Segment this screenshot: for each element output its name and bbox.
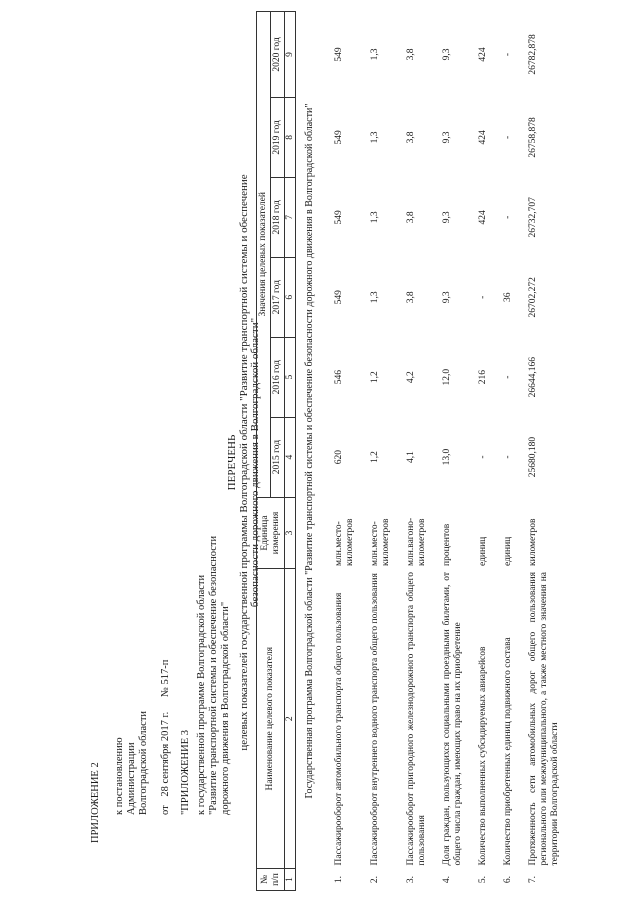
- col-header-year: 2015 год: [271, 417, 285, 497]
- row-value: 549: [334, 210, 344, 225]
- col-header-name: Наименование целевого показателя: [257, 569, 285, 869]
- row-value: 36: [503, 292, 513, 302]
- row-value: 1,3: [370, 131, 380, 144]
- row-number: 1.: [334, 875, 344, 884]
- row-value: 3,8: [406, 211, 416, 224]
- col-number: 8: [285, 97, 296, 177]
- row-value: -: [503, 52, 513, 57]
- row-value: 3,8: [406, 48, 416, 61]
- row-name: Пассажирооборот пригородного железнодорожного транспорта общего пользования: [406, 572, 427, 866]
- row-name: Пассажирооборот внутреннего водного транспорта общего пользования: [370, 573, 380, 866]
- program-row: Государственная программа Волгоградской области "Развитие транспортной системы и обеспечение безопасности дорожного движения в Волгоградской области": [304, 103, 315, 799]
- header-line-2: Администрации: [126, 742, 137, 815]
- targets-table: [256, 11, 565, 891]
- table-row: [518, 12, 565, 891]
- row-number: 5.: [478, 875, 488, 884]
- col-number: 6: [285, 257, 296, 337]
- header-line-3: Волгоградской области: [138, 710, 149, 815]
- appendix-2-label: ПРИЛОЖЕНИЕ 2: [90, 762, 101, 843]
- col-number: 1: [285, 869, 296, 891]
- table-row: [468, 12, 493, 891]
- row-unit: единиц: [503, 536, 513, 566]
- col-header-year: 2018 год: [271, 177, 285, 257]
- program-reference-line-1: к государственной программе Волгоградской области: [196, 574, 207, 815]
- row-name: Количество выполненных субсидируемых авиарейсов: [478, 646, 488, 866]
- table-row: [360, 12, 396, 891]
- row-value: 12,0: [442, 368, 452, 386]
- col-header-values-group: Значения целевых показателей: [257, 12, 271, 498]
- row-value: 546: [334, 370, 344, 385]
- row-value: 26758,878: [528, 117, 538, 158]
- col-number: 4: [285, 417, 296, 497]
- row-value: -: [478, 455, 488, 459]
- col-number: 5: [285, 337, 296, 417]
- col-header-year: 2016 год: [271, 337, 285, 417]
- row-value: 424: [478, 210, 488, 225]
- row-number: 4.: [442, 875, 452, 884]
- row-value: 216: [478, 370, 488, 385]
- row-value: 9,3: [442, 48, 452, 61]
- col-number: 9: [285, 12, 296, 98]
- row-value: -: [503, 455, 513, 459]
- row-value: 1,2: [370, 451, 380, 464]
- row-unit: млн.место-километров: [370, 518, 391, 566]
- table-body: [296, 12, 566, 891]
- row-value: 1,2: [370, 371, 380, 384]
- row-value: -: [478, 295, 488, 299]
- document-heading: ПЕРЕЧЕНЬ: [226, 434, 238, 491]
- row-value: 4,1: [406, 451, 416, 464]
- row-value: 1,3: [370, 211, 380, 224]
- decree-number: № 517-п: [160, 659, 171, 698]
- row-value: 3,8: [406, 131, 416, 144]
- table-row: [396, 12, 432, 891]
- row-number: 3.: [406, 875, 416, 884]
- col-number: 3: [285, 497, 296, 569]
- row-value: 4,2: [406, 371, 416, 384]
- row-value: 13,0: [442, 448, 452, 466]
- decree-date: 28 сентября 2017 г.: [160, 711, 171, 797]
- row-unit: млн.вагоно-километров: [406, 517, 427, 566]
- table-row: [493, 12, 518, 891]
- row-name: Пассажирооборот автомобильного транспорта общего пользования: [334, 592, 344, 866]
- row-number: 7.: [528, 875, 538, 884]
- document-title-line-2: безопасности дорожного движения в Волгоградской области": [249, 317, 261, 608]
- row-unit: единиц: [478, 536, 488, 566]
- row-value: 3,8: [406, 291, 416, 304]
- row-value: 424: [478, 47, 488, 62]
- row-unit: процентов: [442, 523, 452, 566]
- col-header-year: 2019 год: [271, 97, 285, 177]
- row-value: 25680,180: [528, 436, 538, 478]
- program-reference-line-2: "Развитие транспортной системы и обеспечение безопасности: [208, 535, 219, 815]
- row-unit: километров: [528, 518, 538, 566]
- document-title-line-1: целевых показателей государственной программы Волгоградской области "Развитие транспортной системы и обеспечение: [238, 174, 250, 751]
- col-header-year: 2020 год: [271, 12, 285, 98]
- row-value: -: [503, 375, 513, 379]
- row-value: -: [503, 135, 513, 139]
- decree-date-line: [160, 660, 172, 815]
- row-value: 26732,707: [528, 197, 538, 238]
- table-row: [432, 12, 468, 891]
- row-value: 26782,878: [528, 34, 538, 75]
- row-value: 26702,272: [528, 277, 538, 318]
- row-value: 9,3: [442, 131, 452, 144]
- row-value: 1,3: [370, 48, 380, 61]
- row-number: 2.: [370, 875, 380, 884]
- row-value: 9,3: [442, 211, 452, 224]
- row-value: 9,3: [442, 291, 452, 304]
- row-unit: млн.место-километров: [334, 518, 355, 566]
- col-header-year: 2017 год: [271, 257, 285, 337]
- row-name: Протяженность сети автомобильных дорог общего пользования регионального или межмуниципального, а также местного значения на территории Волгоградской области: [528, 572, 560, 866]
- col-number: 2: [285, 569, 296, 869]
- header-line-1: к постановлению: [114, 737, 125, 815]
- row-number: 6.: [503, 875, 513, 884]
- table-row: [324, 12, 360, 891]
- row-value: 620: [334, 449, 344, 465]
- row-name: Доля граждан, пользующихся социальными проездными билетами, от общего числа граждан, имеющих право на их приобретение: [442, 572, 463, 866]
- row-value: -: [503, 215, 513, 219]
- row-value: 26644,166: [528, 356, 538, 398]
- col-number: 7: [285, 177, 296, 257]
- program-reference-line-3: дорожного движения в Волгоградской области": [220, 601, 231, 815]
- col-header-num: № п/п: [257, 869, 285, 891]
- row-value: 549: [334, 130, 344, 145]
- row-name: Количество приобретенных единиц подвижного состава: [503, 637, 513, 866]
- row-value: 1,3: [370, 291, 380, 304]
- row-value: 549: [334, 290, 344, 305]
- appendix-3-label: "ПРИЛОЖЕНИЕ 3: [180, 729, 191, 815]
- row-value: 424: [478, 130, 488, 145]
- date-prefix: от: [160, 805, 171, 815]
- col-header-unit: Единица измерения: [257, 497, 285, 569]
- row-value: 549: [334, 47, 344, 62]
